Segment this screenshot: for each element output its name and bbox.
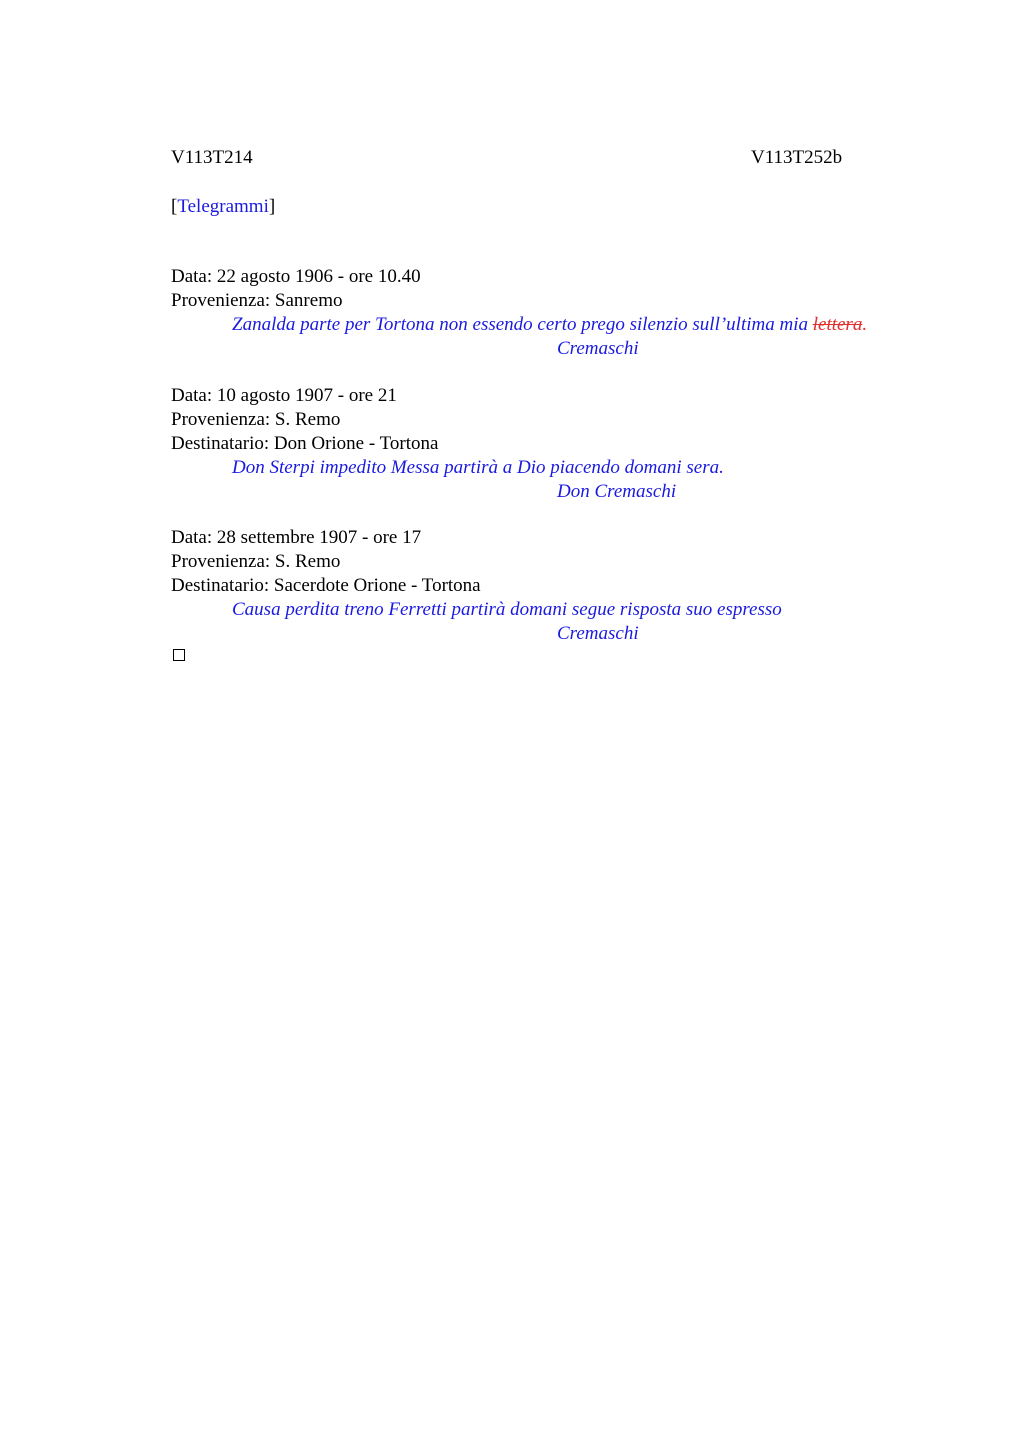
telegram-origin: Provenienza: Sanremo [171,290,343,311]
telegram-body: Causa perdita treno Ferretti partirà domani segue risposta suo espresso [232,599,782,620]
telegram-signature: Cremaschi [557,338,639,359]
telegram-entry-1 [171,265,971,361]
telegram-entry-3 [171,526,971,646]
telegram-date: Data: 28 settembre 1907 - ore 17 [171,527,422,548]
section-heading [171,195,275,219]
struck-word: lettera [812,314,863,335]
telegram-body [171,313,971,337]
telegram-body-text: Zanalda parte per Tortona non essendo certo prego silenzio sull’ultima mia [232,314,813,335]
close-bracket: ] [268,196,276,217]
telegram-recipient: Destinatario: Don Orione - Tortona [171,433,439,454]
telegram-origin: Provenienza: S. Remo [171,551,341,572]
telegram-signature: Don Cremaschi [557,481,677,502]
telegram-entry-2 [171,384,971,504]
section-title: Telegrammi [177,196,269,217]
body-end-punctuation: . [862,314,868,335]
open-bracket: [ [171,196,178,217]
telegram-signature: Cremaschi [557,623,639,644]
document-code-left: V113T214 [171,147,253,168]
telegram-origin: Provenienza: S. Remo [171,409,341,430]
telegram-date: Data: 22 agosto 1906 - ore 10.40 [171,266,421,287]
end-square-icon [173,649,185,661]
telegram-date: Data: 10 agosto 1907 - ore 21 [171,385,397,406]
telegram-body: Don Sterpi impedito Messa partirà a Dio piacendo domani sera. [232,457,724,478]
telegram-recipient: Destinatario: Sacerdote Orione - Tortona [171,575,481,596]
document-code-right: V113T252b [751,147,843,168]
